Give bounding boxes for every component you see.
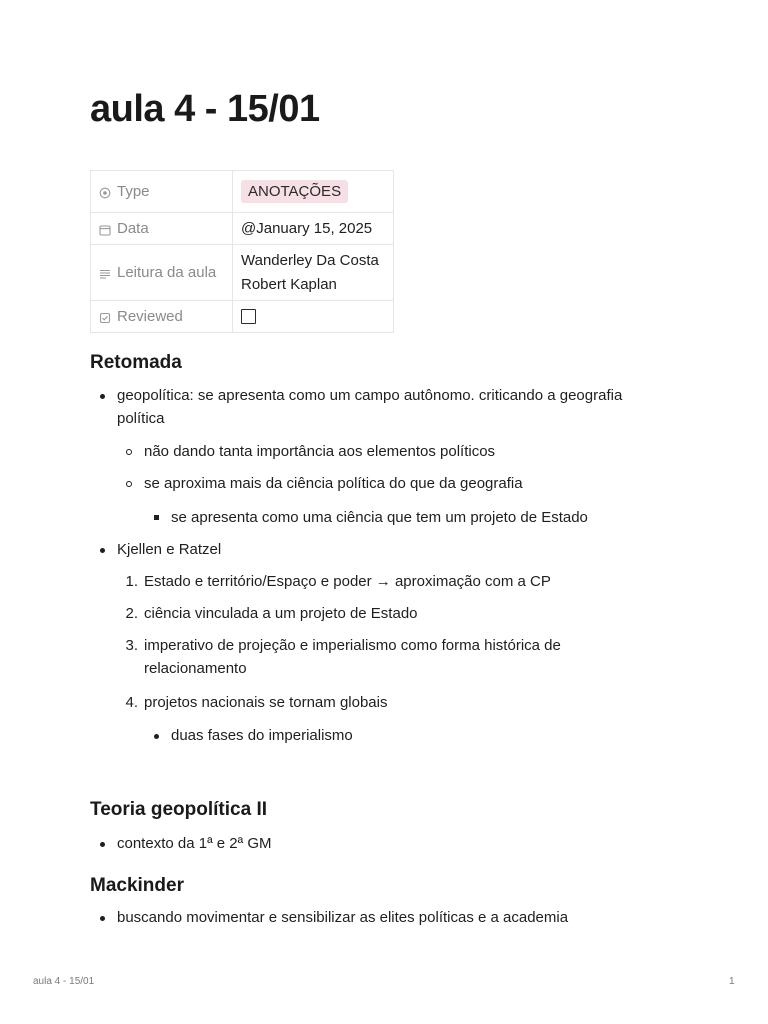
type-badge[interactable]: ANOTAÇÕES (241, 180, 348, 203)
calendar-icon (99, 224, 111, 236)
reader-name: Robert Kaplan (241, 275, 337, 293)
list-item: geopolítica: se apresenta como um campo autônomo. criticando a geografia política (117, 387, 623, 427)
bullet-marker (154, 515, 159, 520)
properties-table (90, 170, 394, 333)
reader-name: Wanderley Da Costa (241, 251, 379, 269)
property-row-type (91, 171, 394, 213)
target-icon (99, 187, 111, 199)
section-heading-teoria: Teoria geopolítica II (90, 799, 268, 820)
list-item: se aproxima mais da ciência política do que da geografia (144, 475, 523, 492)
property-row-leitura (91, 245, 394, 301)
property-label-data: Data (117, 220, 149, 237)
list-item: Kjellen e Ratzel (117, 541, 222, 558)
section-heading-retomada: Retomada (90, 352, 182, 373)
list-item: duas fases do imperialismo (171, 727, 353, 744)
page-number: 1 (729, 976, 735, 987)
checkbox-icon (99, 312, 111, 324)
property-label-reviewed: Reviewed (117, 308, 183, 325)
list-item: se apresenta como uma ciência que tem um projeto de Estado (171, 509, 588, 526)
property-row-data (91, 213, 394, 245)
bullet-marker (126, 449, 132, 455)
bullet-marker (100, 548, 105, 553)
list-item: ciência vinculada a um projeto de Estado (144, 605, 418, 622)
bullet-marker (100, 916, 105, 921)
section-heading-mackinder: Mackinder (90, 875, 184, 896)
list-item: contexto da 1ª e 2ª GM (117, 835, 272, 852)
text-lines-icon (99, 268, 111, 280)
bullet-marker (100, 842, 105, 847)
list-number: 1. (125, 573, 138, 590)
list-item: buscando movimentar e sensibilizar as elites políticas e a academia (117, 909, 569, 926)
list-number: 2. (125, 605, 138, 622)
list-number: 3. (125, 637, 138, 654)
property-row-reviewed (91, 301, 394, 333)
reviewed-checkbox[interactable] (241, 309, 256, 324)
list-item: projetos nacionais se tornam globais (144, 694, 388, 711)
list-item: Estado e território/Espaço e poder → aproximação com a CP (144, 573, 551, 590)
list-number: 4. (125, 694, 138, 711)
property-label-type: Type (117, 183, 150, 200)
footer-title: aula 4 - 15/01 (33, 976, 95, 987)
list-item: imperativo de projeção e imperialismo como forma histórica de relacionamento (144, 637, 561, 677)
page-title: aula 4 - 15/01 (90, 88, 320, 130)
list-item: não dando tanta importância aos elementos políticos (144, 443, 496, 460)
date-value[interactable]: @January 15, 2025 (233, 213, 394, 245)
bullet-marker (154, 734, 159, 739)
bullet-marker (100, 394, 105, 399)
property-label-leitura: Leitura da aula (117, 264, 217, 281)
bullet-marker (126, 481, 132, 487)
